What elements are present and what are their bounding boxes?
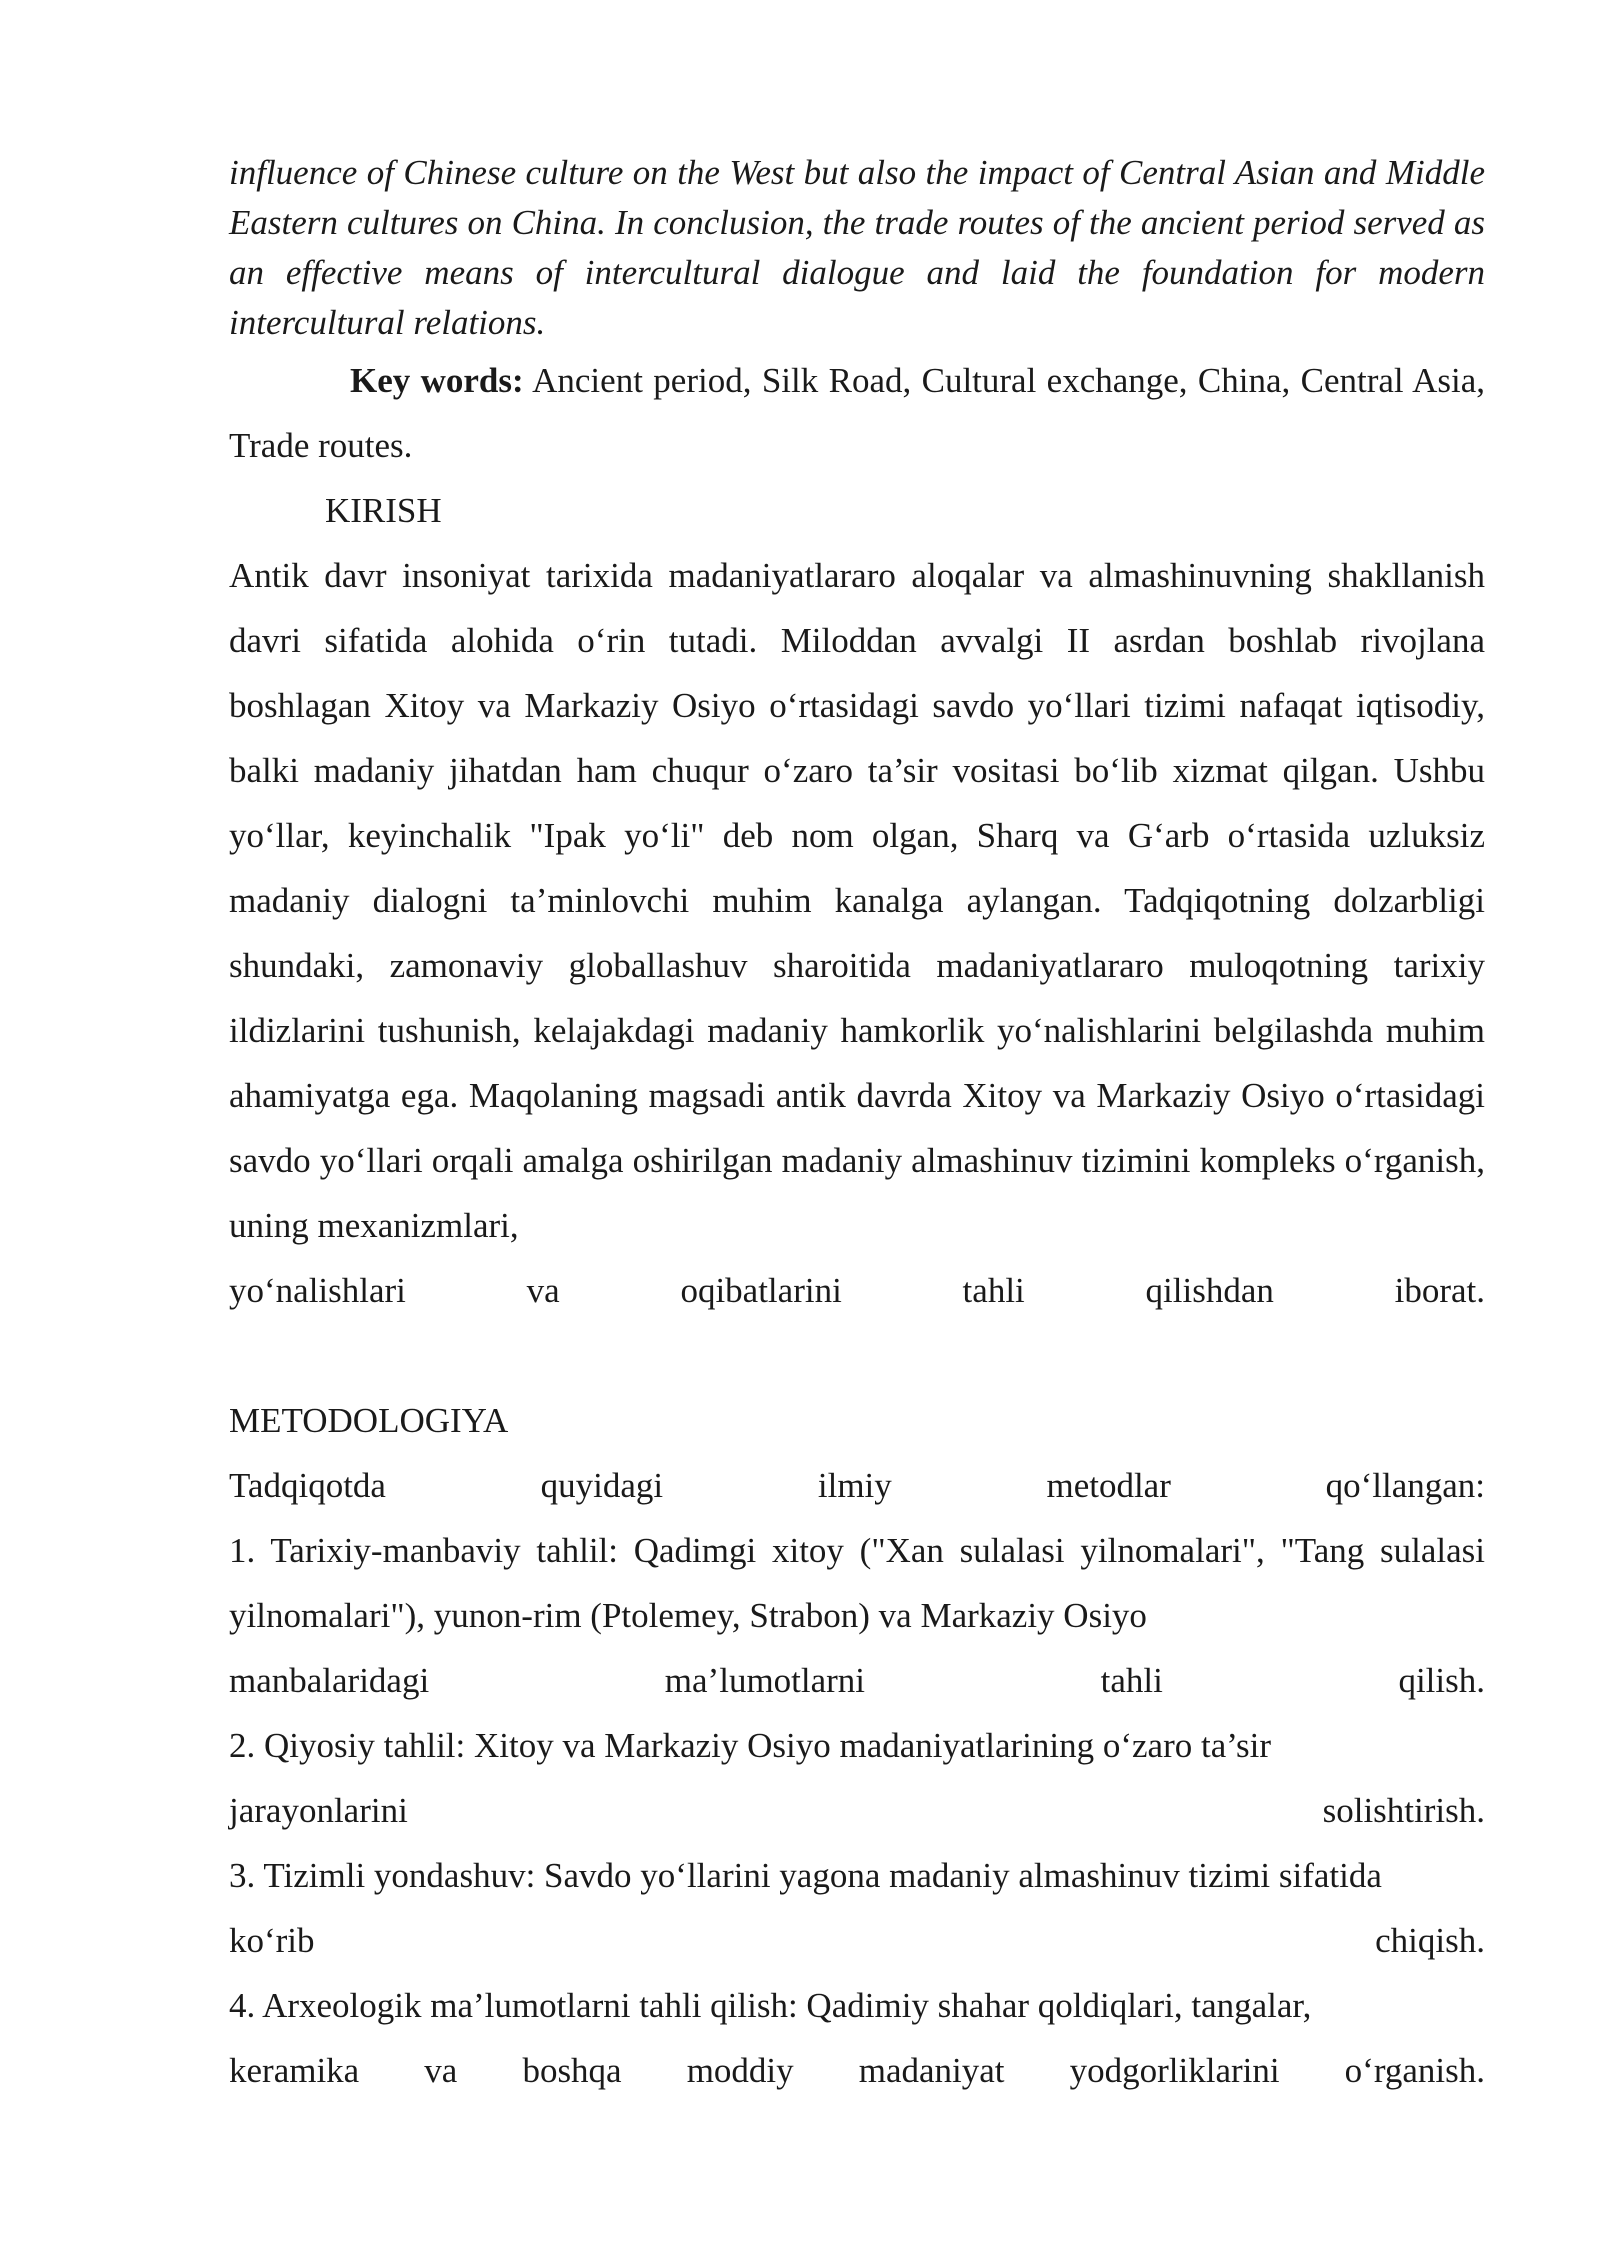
method-item-body: 4. Arxeologik ma’lumotlarni tahli qilish: Qadimiy shahar qoldiqlari, tangalar, (229, 1986, 1312, 2025)
method-item-body: 1. Tarixiy-manbaviy tahlil: Qadimgi xitoy ("Xan sulalasi yilnomalari", "Tang sulalasi yilnomalari"), yunon-rim (Ptolemey, Strabon) va Markaziy Osiyo (229, 1531, 1485, 1635)
kirish-heading: KIRISH (325, 491, 442, 530)
method-item-last-line: manbalaridagi ma’lumotlarni tahli qilish. (229, 1661, 1485, 1700)
method-item-last-line: ko‘rib chiqish. (229, 1921, 1485, 1960)
keywords-text: Ancient period, Silk Road, Cultural exchange, China, Central Asia, Trade routes. (229, 361, 1486, 465)
method-item-last-line: keramika va boshqa moddiy madaniyat yodgorliklarini o‘rganish. (229, 2051, 1485, 2090)
method-item-2 (229, 1713, 1485, 1843)
keywords-paragraph (229, 348, 1485, 478)
metodologiya-heading: METODOLOGIYA (229, 1401, 509, 1440)
method-item-1 (229, 1518, 1485, 1713)
abstract-text: influence of Chinese culture on the West but also the impact of Central Asian and Middle Eastern cultures on China. In conclusion, the trade routes of the ancient period served as an effective means of intercultural dialogue and laid the foundation for modern intercultural relations. (229, 153, 1485, 342)
method-item-3 (229, 1843, 1485, 1973)
section-spacer (229, 1323, 1485, 1388)
kirish-paragraph: Antik davr insoniyat tarixida madaniyatlararo aloqalar va almashinuvning shakllanish davri sifatida alohida o‘rin tutadi. Miloddan avvalgi II asrdan boshlab rivojlana boshlagan Xitoy va Markaziy Osiyo o‘rtasidagi savdo yo‘llari tizimi nafaqat iqtisodiy, balki madaniy jihatdan ham chuqur o‘zaro ta’sir vositasi bo‘lib xizmat qilgan. Ushbu yo‘llar, keyinchalik "Ipak yo‘li" deb nom olgan, Sharq va G‘arb o‘rtasida uzluksiz madaniy dialogni ta’minlovchi muhim kanalga aylangan. Tadqiqotning dolzarbligi shundaki, zamonaviy globallashuv sharoitida madaniyatlararo muloqotning tarixiy ildizlarini tushunish, kelajakdagi madaniy hamkorlik yo‘nalishlarini belgilashda muhim ahamiyatga ega. Maqolaning magsadi antik davrda Xitoy va Markaziy Osiyo o‘rtasidagi savdo yo‘llari orqali amalga oshirilgan madaniy almashinuv tizimini kompleks o‘rganish, uning mexanizmlari, (229, 556, 1485, 1245)
method-item-body: 2. Qiyosiy tahlil: Xitoy va Markaziy Osiyo madaniyatlarining o‘zaro ta’sir (229, 1726, 1271, 1765)
method-item-4 (229, 1973, 1485, 2103)
kirish-last-line: yo‘nalishlari va oqibatlarini tahli qilishdan iborat. (229, 1271, 1485, 1310)
metodologiya-intro: Tadqiqotda quyidagi ilmiy metodlar qo‘llangan: (229, 1466, 1485, 1505)
method-item-last-line: jarayonlarini solishtirish. (229, 1791, 1485, 1830)
keywords-label: Key words: (350, 361, 524, 400)
method-item-body: 3. Tizimli yondashuv: Savdo yo‘llarini yagona madaniy almashinuv tizimi sifatida (229, 1856, 1382, 1895)
document-page (229, 148, 1485, 2103)
